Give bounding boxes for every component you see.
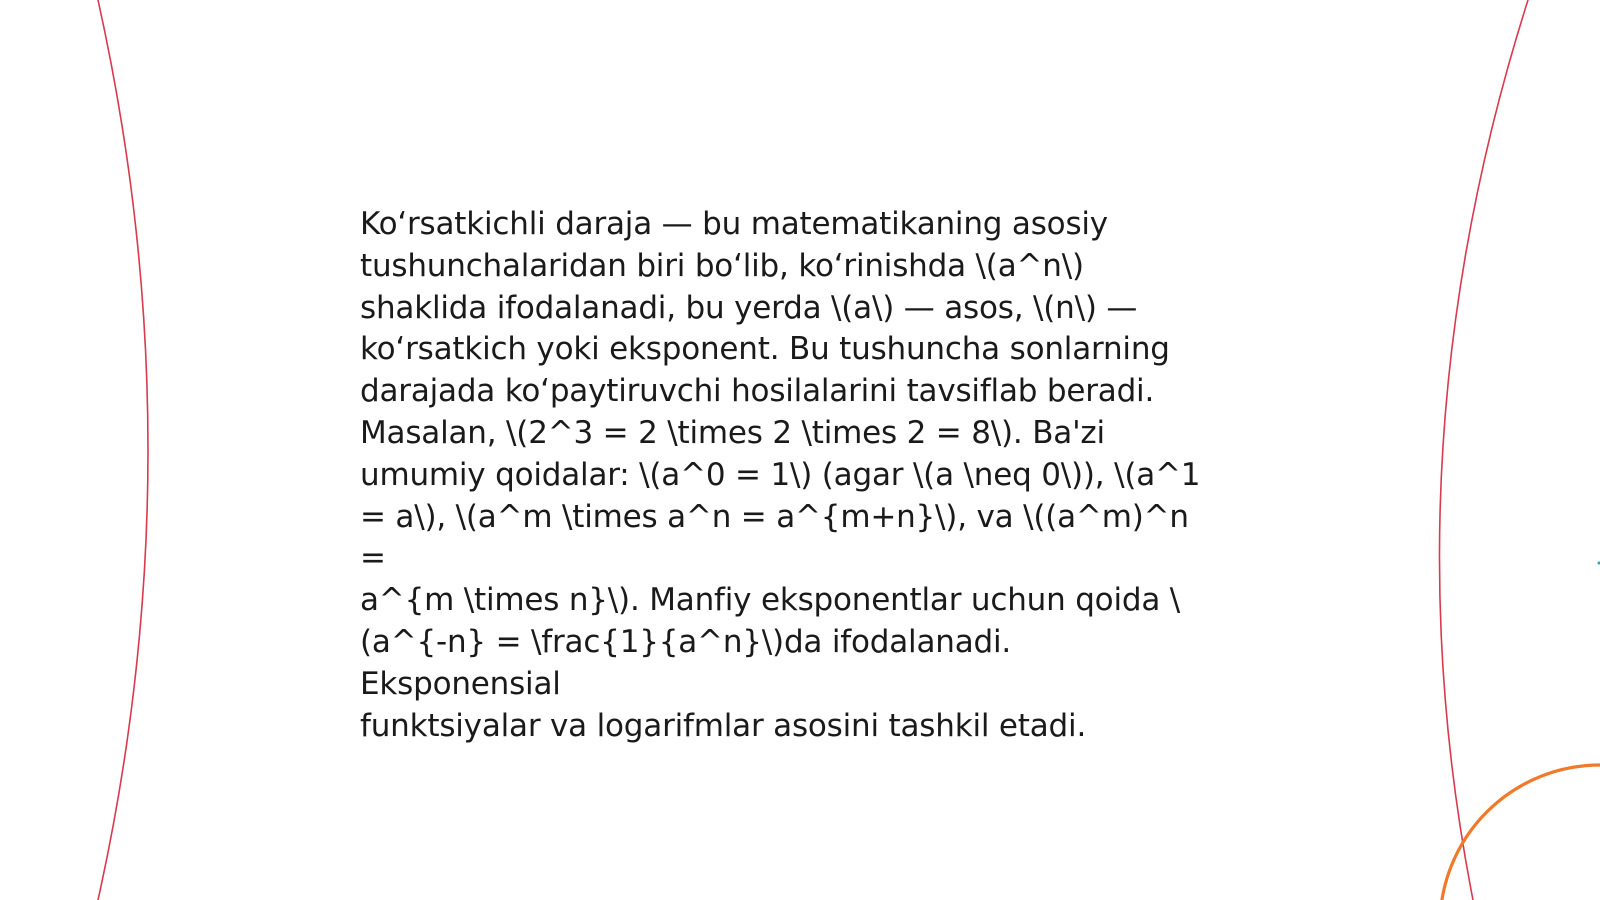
orange-accent-circle bbox=[1440, 765, 1600, 900]
left-curve-line bbox=[98, 0, 148, 900]
right-curve-line bbox=[1439, 0, 1528, 900]
body-paragraph: Ko‘rsatkichli daraja — bu matematikaning asosiy tushunchalaridan biri bo‘lib, ko‘rinishda \(a^n\) shaklida ifodalanadi, bu yerda \(a\) — asos, \(n\) — ko‘rsatkich yoki eksponent. Bu tushuncha sonlarning darajada ko‘paytiruvchi hosilalarini tavsiflab beradi. Masalan, \(2^3 = 2 \times 2 \times 2 = 8\). Ba'zi umumiy qoidalar: \(a^0 = 1\) (agar \(a \neq 0\)), \(a^1 = a\), \(a^m \times a^n = a^{m+n}\), va \((a^m)^n = a^{m \times n}\). Manfiy eksponentlar uchun qoida \ (a^{-n} = \frac{1}{a^n}\)da ifodalanadi. Eksponensial funktsiyalar va logarifmlar asosini tashkil etadi. bbox=[360, 206, 1201, 744]
